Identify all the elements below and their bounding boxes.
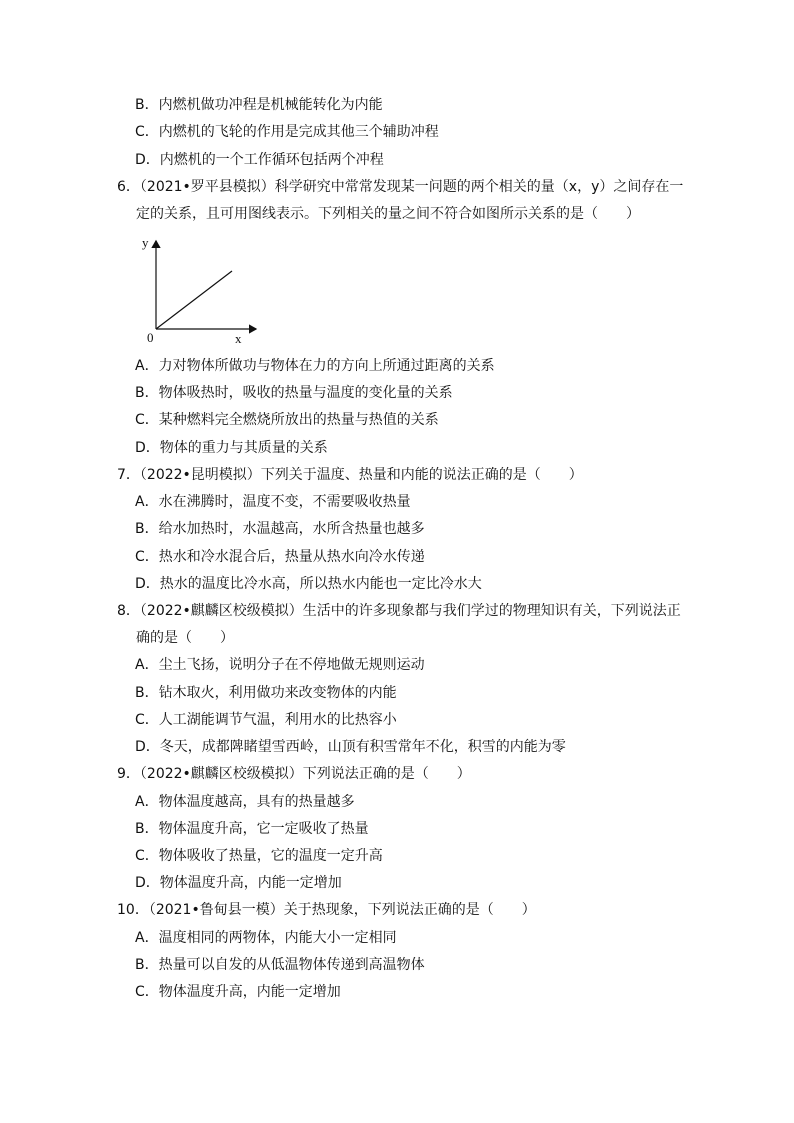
question-8-stem: 8．（2022•麒麟区校级模拟）生活中的许多现象都与我们学过的物理知识有关，下列说法正 <box>117 603 681 619</box>
option-6c: C．某种燃料完全燃烧所放出的热量与热值的关系 <box>135 412 439 428</box>
question-6-stem: 6．（2021•罗平县模拟）科学研究中常常发现某一问题的两个相关的量（x，y）之间存在一 <box>117 179 684 195</box>
option-9a: A．物体温度越高，具有的热量越多 <box>135 794 355 810</box>
question-9-stem: 9．（2022•麒麟区校级模拟）下列说法正确的是（ ） <box>117 766 471 782</box>
option-5d: D．内燃机的一个工作循环包括两个冲程 <box>135 152 384 168</box>
origin-label: 0 <box>147 330 154 345</box>
option-6d: D．物体的重力与其质量的关系 <box>135 440 328 456</box>
option-6b: B．物体吸热时，吸收的热量与温度的变化量的关系 <box>135 385 453 401</box>
option-9b: B．物体温度升高，它一定吸收了热量 <box>135 821 369 837</box>
question-7-stem: 7．（2022•昆明模拟）下列关于温度、热量和内能的说法正确的是（ ） <box>117 467 583 483</box>
y-axis-label: y <box>142 235 149 250</box>
x-axis-label: x <box>235 331 242 345</box>
option-7d: D．热水的温度比冷水高，所以热水内能也一定比冷水大 <box>135 576 482 592</box>
option-10a: A．温度相同的两物体，内能大小一定相同 <box>135 930 397 946</box>
question-10-stem: 10．（2021•鲁甸县一模）关于热现象，下列说法正确的是（ ） <box>117 902 536 918</box>
linear-graph-figure <box>136 233 266 345</box>
option-9d: D．物体温度升高，内能一定增加 <box>135 875 342 891</box>
proportional-line <box>156 271 232 329</box>
question-8-stem-cont: 确的是（ ） <box>136 630 234 646</box>
option-7b: B．给水加热时，水温越高，水所含热量也越多 <box>135 521 425 537</box>
option-8d: D．冬天，成都陴睹望雪西岭，山顶有积雪常年不化，积雪的内能为零 <box>135 739 566 755</box>
option-8b: B．钻木取火，利用做功来改变物体的内能 <box>135 685 397 701</box>
option-7a: A．水在沸腾时，温度不变，不需要吸收热量 <box>135 494 411 510</box>
option-6a: A．力对物体所做功与物体在力的方向上所通过距离的关系 <box>135 358 495 374</box>
option-9c: C．物体吸收了热量，它的温度一定升高 <box>135 848 383 864</box>
option-5c: C．内燃机的飞轮的作用是完成其他三个辅助冲程 <box>135 124 439 140</box>
option-10b: B．热量可以自发的从低温物体传递到高温物体 <box>135 957 425 973</box>
option-7c: C．热水和冷水混合后，热量从热水向冷水传递 <box>135 549 425 565</box>
option-8c: C．人工湖能调节气温，利用水的比热容小 <box>135 712 397 728</box>
option-10c: C．物体温度升高，内能一定增加 <box>135 984 341 1000</box>
question-6-stem-cont: 定的关系，且可用图线表示。下列相关的量之间不符合如图所示关系的是（ ） <box>136 206 640 222</box>
option-8a: A．尘土飞扬，说明分子在不停地做无规则运动 <box>135 657 425 673</box>
option-5b: B．内燃机做功冲程是机械能转化为内能 <box>135 97 383 113</box>
